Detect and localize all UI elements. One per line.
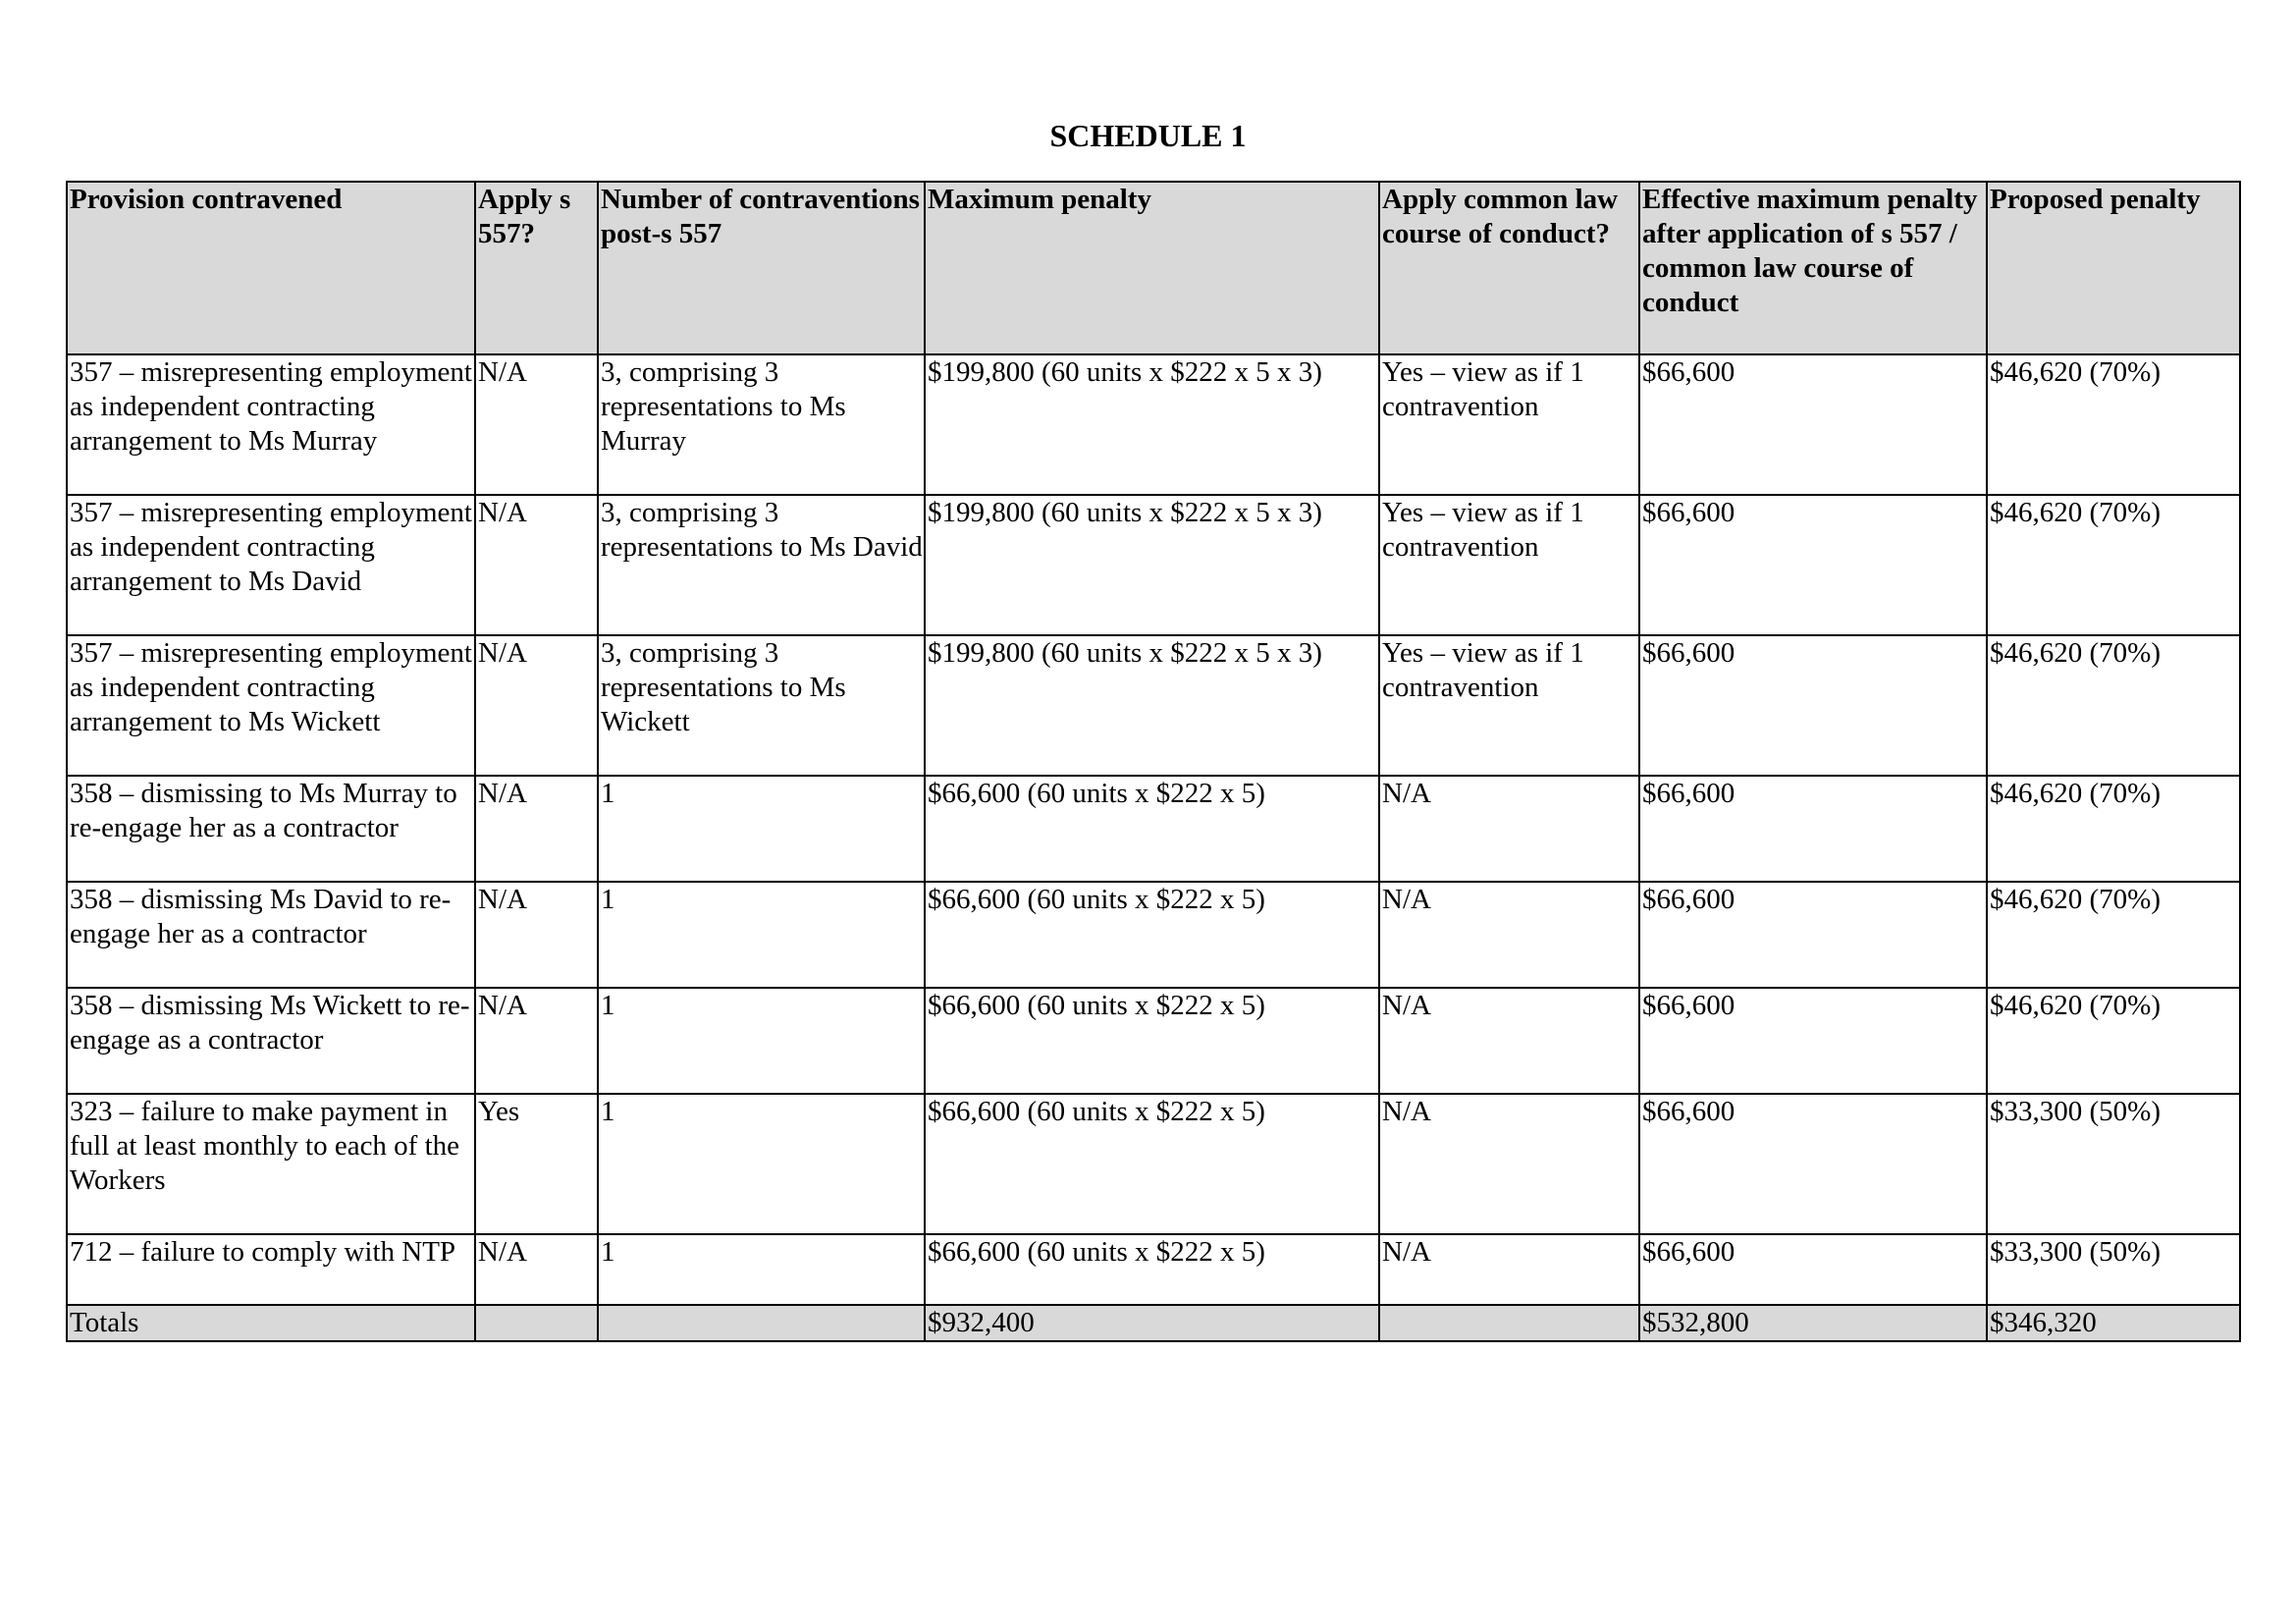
- cell-proposed-penalty: $33,300 (50%): [1987, 1094, 2240, 1234]
- cell-proposed-penalty: $46,620 (70%): [1987, 495, 2240, 635]
- table-row: [67, 882, 2240, 988]
- cell-number-contraventions: 1: [598, 1234, 925, 1305]
- cell-effective-maximum: $66,600: [1639, 354, 1987, 495]
- cell-effective-maximum: $66,600: [1639, 1234, 1987, 1305]
- cell-common-law: N/A: [1379, 882, 1639, 988]
- cell-apply-s557: N/A: [475, 354, 598, 495]
- cell-number-contraventions: 1: [598, 776, 925, 882]
- cell-number-contraventions: 3, comprising 3 representations to Ms David: [598, 495, 925, 635]
- schedule-title: SCHEDULE 1: [1049, 118, 1247, 153]
- totals-row: [67, 1305, 2240, 1341]
- cell-provision: 358 – dismissing Ms David to re-engage her as a contractor: [67, 882, 475, 988]
- totals-common-law: [1379, 1305, 1639, 1341]
- cell-provision: 323 – failure to make payment in full at least monthly to each of the Workers: [67, 1094, 475, 1234]
- cell-proposed-penalty: $46,620 (70%): [1987, 635, 2240, 776]
- cell-number-contraventions: 1: [598, 1094, 925, 1234]
- cell-number-contraventions: 1: [598, 988, 925, 1094]
- cell-effective-maximum: $66,600: [1639, 1094, 1987, 1234]
- totals-maximum-penalty: $932,400: [925, 1305, 1379, 1341]
- cell-effective-maximum: $66,600: [1639, 776, 1987, 882]
- table-row: [67, 354, 2240, 495]
- cell-provision: 712 – failure to comply with NTP: [67, 1234, 475, 1305]
- cell-apply-s557: N/A: [475, 635, 598, 776]
- cell-apply-s557: N/A: [475, 495, 598, 635]
- cell-common-law: Yes – view as if 1 contravention: [1379, 354, 1639, 495]
- cell-apply-s557: N/A: [475, 1234, 598, 1305]
- cell-proposed-penalty: $33,300 (50%): [1987, 1234, 2240, 1305]
- cell-common-law: Yes – view as if 1 contravention: [1379, 495, 1639, 635]
- cell-maximum-penalty: $66,600 (60 units x $222 x 5): [925, 776, 1379, 882]
- header-row: [67, 182, 2240, 354]
- table-row: [67, 776, 2240, 882]
- totals-label: Totals: [67, 1305, 475, 1341]
- penalty-schedule-table: [66, 181, 2241, 1342]
- cell-effective-maximum: $66,600: [1639, 495, 1987, 635]
- cell-effective-maximum: $66,600: [1639, 635, 1987, 776]
- table-row: [67, 988, 2240, 1094]
- cell-maximum-penalty: $199,800 (60 units x $222 x 5 x 3): [925, 635, 1379, 776]
- cell-number-contraventions: 3, comprising 3 representations to Ms Wickett: [598, 635, 925, 776]
- header-common-law: Apply common law course of conduct?: [1379, 182, 1639, 354]
- cell-common-law: N/A: [1379, 776, 1639, 882]
- cell-maximum-penalty: $66,600 (60 units x $222 x 5): [925, 1094, 1379, 1234]
- header-maximum-penalty: Maximum penalty: [925, 182, 1379, 354]
- cell-number-contraventions: 3, comprising 3 representations to Ms Murray: [598, 354, 925, 495]
- cell-maximum-penalty: $66,600 (60 units x $222 x 5): [925, 988, 1379, 1094]
- header-number-contraventions: Number of contraventions post-s 557: [598, 182, 925, 354]
- cell-provision: 357 – misrepresenting employment as independent contracting arrangement to Ms Wickett: [67, 635, 475, 776]
- cell-maximum-penalty: $199,800 (60 units x $222 x 5 x 3): [925, 354, 1379, 495]
- cell-proposed-penalty: $46,620 (70%): [1987, 882, 2240, 988]
- table-row: [67, 1234, 2240, 1305]
- cell-provision: 358 – dismissing to Ms Murray to re-engage her as a contractor: [67, 776, 475, 882]
- totals-apply-s557: [475, 1305, 598, 1341]
- cell-number-contraventions: 1: [598, 882, 925, 988]
- cell-effective-maximum: $66,600: [1639, 988, 1987, 1094]
- cell-apply-s557: N/A: [475, 776, 598, 882]
- header-apply-s557: Apply s 557?: [475, 182, 598, 354]
- table-row: [67, 635, 2240, 776]
- cell-proposed-penalty: $46,620 (70%): [1987, 354, 2240, 495]
- header-proposed-penalty: Proposed penalty: [1987, 182, 2240, 354]
- cell-maximum-penalty: $66,600 (60 units x $222 x 5): [925, 1234, 1379, 1305]
- table-row: [67, 495, 2240, 635]
- cell-apply-s557: N/A: [475, 882, 598, 988]
- header-effective-maximum: Effective maximum penalty after application of s 557 / common law course of conduct: [1639, 182, 1987, 354]
- cell-common-law: Yes – view as if 1 contravention: [1379, 635, 1639, 776]
- cell-effective-maximum: $66,600: [1639, 882, 1987, 988]
- cell-maximum-penalty: $66,600 (60 units x $222 x 5): [925, 882, 1379, 988]
- cell-proposed-penalty: $46,620 (70%): [1987, 776, 2240, 882]
- cell-proposed-penalty: $46,620 (70%): [1987, 988, 2240, 1094]
- cell-common-law: N/A: [1379, 1234, 1639, 1305]
- cell-provision: 357 – misrepresenting employment as independent contracting arrangement to Ms David: [67, 495, 475, 635]
- cell-provision: 357 – misrepresenting employment as independent contracting arrangement to Ms Murray: [67, 354, 475, 495]
- cell-apply-s557: N/A: [475, 988, 598, 1094]
- cell-maximum-penalty: $199,800 (60 units x $222 x 5 x 3): [925, 495, 1379, 635]
- cell-apply-s557: Yes: [475, 1094, 598, 1234]
- totals-effective-maximum: $532,800: [1639, 1305, 1987, 1341]
- header-provision: Provision contravened: [67, 182, 475, 354]
- totals-number-contraventions: [598, 1305, 925, 1341]
- totals-proposed-penalty: $346,320: [1987, 1305, 2240, 1341]
- cell-common-law: N/A: [1379, 1094, 1639, 1234]
- cell-common-law: N/A: [1379, 988, 1639, 1094]
- table-row: [67, 1094, 2240, 1234]
- cell-provision: 358 – dismissing Ms Wickett to re-engage as a contractor: [67, 988, 475, 1094]
